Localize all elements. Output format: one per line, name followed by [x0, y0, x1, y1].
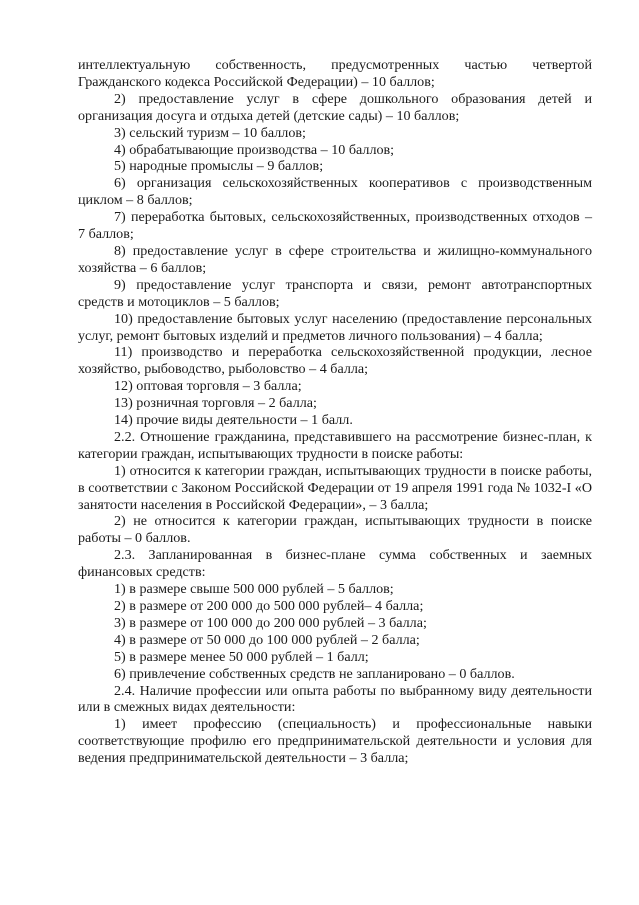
- list-item-2-3-5: 5) в размере менее 50 000 рублей – 1 балл;: [114, 648, 369, 665]
- list-item-2-3-2: 2) в размере от 200 000 до 500 000 рублей– 4 балла;: [114, 598, 424, 614]
- section-heading-2-2: 2.2. Отношение гражданина, представившего на рассмотрение бизнес-план, к категории граждан, испытывающих трудности в поиске работы:: [78, 428, 592, 462]
- list-item-2-2-1: 1) относится к категории граждан, испытывающих трудности в поиске работы, в соответствии с Законом Российской Федерации от 19 апреля 1991 года № 1032-I «О занятости населения в Российской Федерации», – 3 балла;: [78, 462, 592, 513]
- list-item-2-3-3: 3) в размере от 100 000 до 200 000 рублей – 3 балла;: [114, 614, 427, 631]
- section-heading-2-4: 2.4. Наличие профессии или опыта работы по выбранному виду деятельности или в смежных видах деятельности:: [78, 682, 592, 716]
- paragraph-continuation: интеллектуальную собственность, предусмотренных частью четвертой Гражданского кодекса Российской Федерации) – 10 баллов;: [78, 57, 592, 90]
- list-item-7: 7) переработка бытовых, сельскохозяйственных, производственных отходов – 7 баллов;: [78, 209, 592, 243]
- list-item-2-3-1: 1) в размере свыше 500 000 рублей – 5 баллов;: [114, 581, 394, 598]
- list-item-13: 13) розничная торговля – 2 балла;: [114, 395, 317, 412]
- list-item-8: 8) предоставление услуг в сфере строительства и жилищно-коммунального хозяйства – 6 баллов;: [78, 242, 592, 276]
- list-item-6: 6) организация сельскохозяйственных кооперативов с производственным циклом – 8 баллов;: [78, 175, 592, 209]
- list-item-11: 11) производство и переработка сельскохозяйственной продукции, лесное хозяйство, рыбоводство, рыболовство – 4 балла;: [78, 344, 592, 378]
- list-item-2-2-2: 2) не относится к категории граждан, испытывающих трудности в поиске работы – 0 баллов.: [78, 513, 592, 547]
- list-item-2-3-6: 6) привлечение собственных средств не запланировано – 0 баллов.: [114, 665, 515, 682]
- list-item-2-4-1: 1) имеет профессию (специальность) и профессиональные навыки соответствующие профилю его предпринимательской деятельности и условия для ведения предпринимательской деятельности – 3 балла;: [78, 716, 592, 767]
- list-item-2: 2) предоставление услуг в сфере дошкольного образования детей и организация досуга и отдыха детей (детские сады) – 10 баллов;: [78, 90, 592, 124]
- list-item-9: 9) предоставление услуг транспорта и связи, ремонт автотранспортных средств и мотоциклов – 5 баллов;: [78, 276, 592, 310]
- list-item-10: 10) предоставление бытовых услуг населению (предоставление персональных услуг, ремонт бытовых изделий и предметов личного пользования) – 4 балла;: [78, 310, 592, 344]
- list-item-14: 14) прочие виды деятельности – 1 балл.: [114, 412, 353, 429]
- list-item-2-3-4: 4) в размере от 50 000 до 100 000 рублей – 2 балла;: [114, 631, 420, 648]
- list-item-12: 12) оптовая торговля – 3 балла;: [114, 378, 302, 395]
- section-heading-2-3: 2.3. Запланированная в бизнес-плане сумма собственных и заемных финансовых средств:: [78, 547, 592, 581]
- list-item-4: 4) обрабатывающие производства – 10 баллов;: [114, 141, 395, 158]
- list-item-3: 3) сельский туризм – 10 баллов;: [114, 124, 306, 141]
- list-item-5: 5) народные промыслы – 9 баллов;: [114, 158, 324, 175]
